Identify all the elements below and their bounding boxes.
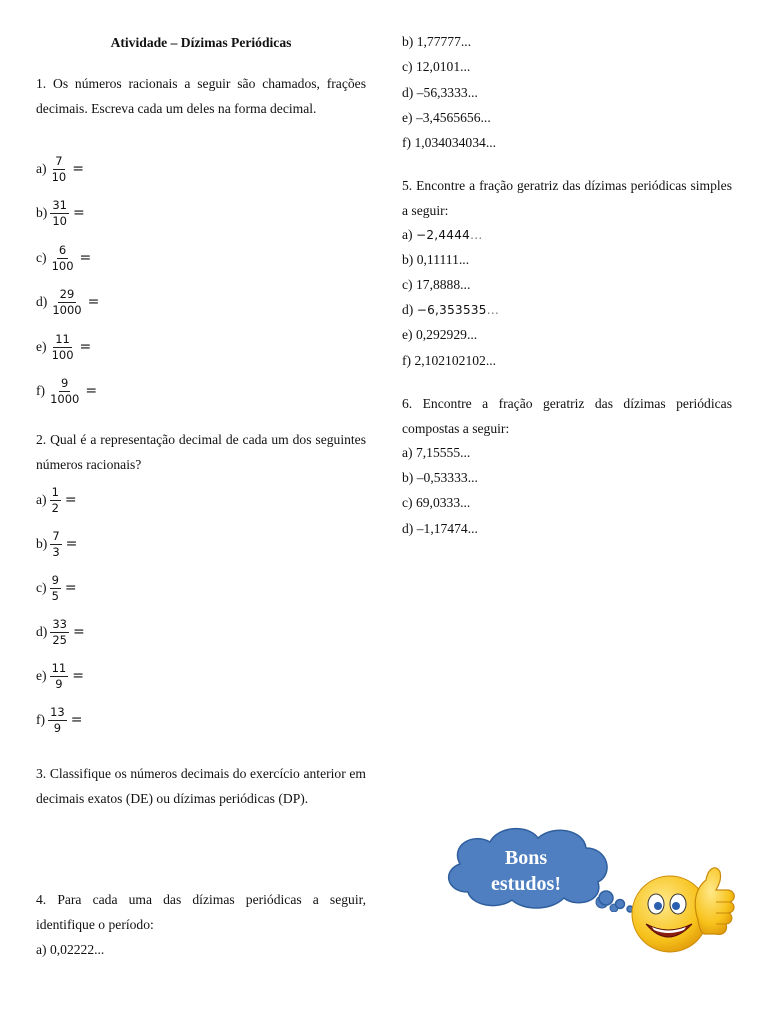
- item-label: f): [36, 712, 46, 727]
- fraction: [50, 486, 61, 515]
- q4-item-e: e) –3,4565656...: [402, 110, 491, 125]
- item-value: 17,8888...: [415, 277, 471, 292]
- q1-item: [36, 332, 91, 362]
- q5-item: [402, 302, 499, 318]
- ellipsis: ...: [486, 303, 500, 317]
- fraction-numerator: 9: [61, 375, 69, 390]
- q2-item: [36, 529, 77, 559]
- thought-bubble: [438, 822, 618, 912]
- fraction-denominator: 1000: [50, 391, 80, 406]
- fraction-denominator: 25: [52, 632, 67, 647]
- equals-sign: =: [64, 492, 77, 508]
- item-label: b): [36, 205, 48, 220]
- fraction-numerator: 11: [55, 331, 70, 346]
- q2-text: 2. Qual é a representação decimal de cada um dos seguintes números racionais?: [36, 432, 366, 472]
- page-title: Atividade – Dízimas Periódicas: [110, 35, 292, 50]
- q2-item: [36, 661, 84, 691]
- fraction-denominator: 10: [51, 169, 67, 184]
- equals-sign: =: [87, 294, 100, 310]
- fraction-numerator: 31: [52, 197, 67, 212]
- item-label: b): [402, 252, 414, 267]
- q6-item-d: d) –1,17474...: [402, 521, 478, 536]
- item-label: f): [402, 353, 412, 368]
- q6-item-c: c) 69,0333...: [402, 495, 471, 510]
- bubble-text-line2: estudos!: [490, 873, 562, 895]
- equals-sign: =: [85, 383, 98, 399]
- fraction-numerator: 1: [51, 484, 59, 499]
- q6-item-a: a) 7,15555...: [402, 445, 471, 460]
- fraction: [50, 574, 61, 603]
- fraction: [50, 155, 69, 184]
- item-label: e): [36, 668, 47, 683]
- fraction: [50, 618, 69, 647]
- fraction: [50, 199, 69, 228]
- fraction-numerator: 29: [59, 286, 75, 301]
- bubble-text-line1: Bons: [504, 847, 548, 869]
- fraction-denominator: 100: [51, 347, 74, 362]
- thumbs-up-smiley-icon: [628, 858, 738, 958]
- equals-sign: =: [79, 339, 92, 355]
- fraction-denominator: 2: [51, 500, 59, 515]
- fraction-denominator: 9: [53, 720, 62, 735]
- item-label: e): [36, 339, 47, 354]
- equals-sign: =: [72, 205, 85, 221]
- item-value: −2,4444: [415, 228, 471, 242]
- fraction-denominator: 5: [51, 588, 59, 603]
- fraction-denominator: 10: [52, 213, 67, 228]
- q4-item-d: d) –56,3333...: [402, 85, 478, 100]
- item-value: −6,353535: [416, 303, 487, 317]
- fraction: [48, 706, 67, 735]
- equals-sign: =: [70, 712, 83, 728]
- equals-sign: =: [79, 250, 92, 266]
- q1-item: [36, 198, 85, 228]
- q1-item: [36, 376, 97, 406]
- fraction: [48, 377, 81, 406]
- item-value: 0,11111...: [416, 252, 470, 267]
- equals-sign: =: [64, 580, 77, 596]
- fraction: [50, 333, 76, 362]
- fraction-numerator: 7: [52, 528, 60, 543]
- q4-item-a: a) 0,02222...: [36, 942, 105, 957]
- item-label: c): [36, 580, 47, 595]
- fraction-numerator: 11: [51, 660, 67, 675]
- q1-item: [36, 287, 99, 317]
- fraction-numerator: 13: [50, 704, 65, 719]
- equals-sign: =: [65, 536, 78, 552]
- item-label: b): [36, 536, 48, 551]
- q2-item: [36, 573, 77, 603]
- item-label: e): [402, 327, 413, 342]
- fraction: [50, 530, 61, 559]
- item-label: a): [36, 161, 47, 176]
- item-label: d): [36, 624, 48, 639]
- fraction-denominator: 9: [55, 676, 63, 691]
- item-label: c): [402, 277, 413, 292]
- q6-text: 6. Encontre a fração geratriz das dízimas periódicas compostas a seguir:: [402, 396, 732, 436]
- q3-text: 3. Classifique os números decimais do exercício anterior em decimais exatos (DE) ou dízimas periódicas (DP).: [36, 766, 366, 806]
- fraction-denominator: 3: [52, 544, 60, 559]
- q1-text: 1. Os números racionais a seguir são chamados, frações decimais. Escreva cada um deles na forma decimal.: [36, 76, 366, 116]
- q5-item: [402, 353, 496, 369]
- fraction-denominator: 100: [51, 258, 74, 273]
- fraction-denominator: 1000: [52, 302, 82, 317]
- item-label: a): [402, 227, 413, 242]
- ellipsis: ...: [470, 228, 483, 242]
- item-label: d): [36, 294, 48, 309]
- equals-sign: =: [72, 624, 85, 640]
- q4-item-f: f) 1,034034034...: [402, 135, 497, 150]
- fraction: [50, 244, 76, 273]
- q5-item: [402, 277, 470, 293]
- q4-text: 4. Para cada uma das dízimas periódicas a seguir, identifique o período:: [36, 892, 366, 932]
- equals-sign: =: [72, 161, 84, 177]
- q6-item-b: b) –0,53333...: [402, 470, 478, 485]
- q5-item: [402, 327, 477, 343]
- fraction-numerator: 6: [58, 242, 67, 257]
- item-label: a): [36, 492, 47, 507]
- fraction: [50, 662, 69, 691]
- q1-item: [36, 154, 84, 184]
- item-label: f): [36, 383, 46, 398]
- q5-item: [402, 252, 469, 268]
- q4-item-c: c) 12,0101...: [402, 59, 471, 74]
- equals-sign: =: [72, 668, 84, 684]
- fraction-numerator: 33: [52, 616, 67, 631]
- q4-item-b: b) 1,77777...: [402, 34, 472, 49]
- q2-item: [36, 617, 85, 647]
- item-value: 2,102102102...: [414, 353, 497, 368]
- q5-text: 5. Encontre a fração geratriz das dízimas periódicas simples a seguir:: [402, 178, 732, 218]
- fraction-numerator: 9: [51, 572, 59, 587]
- q2-item: [36, 485, 77, 515]
- item-label: d): [402, 302, 414, 317]
- q5-item: [402, 227, 482, 243]
- item-value: 0,292929...: [415, 327, 478, 342]
- q1-item: [36, 243, 91, 273]
- q2-item: [36, 705, 82, 735]
- fraction: [50, 288, 83, 317]
- fraction-numerator: 7: [55, 153, 63, 168]
- item-label: c): [36, 250, 47, 265]
